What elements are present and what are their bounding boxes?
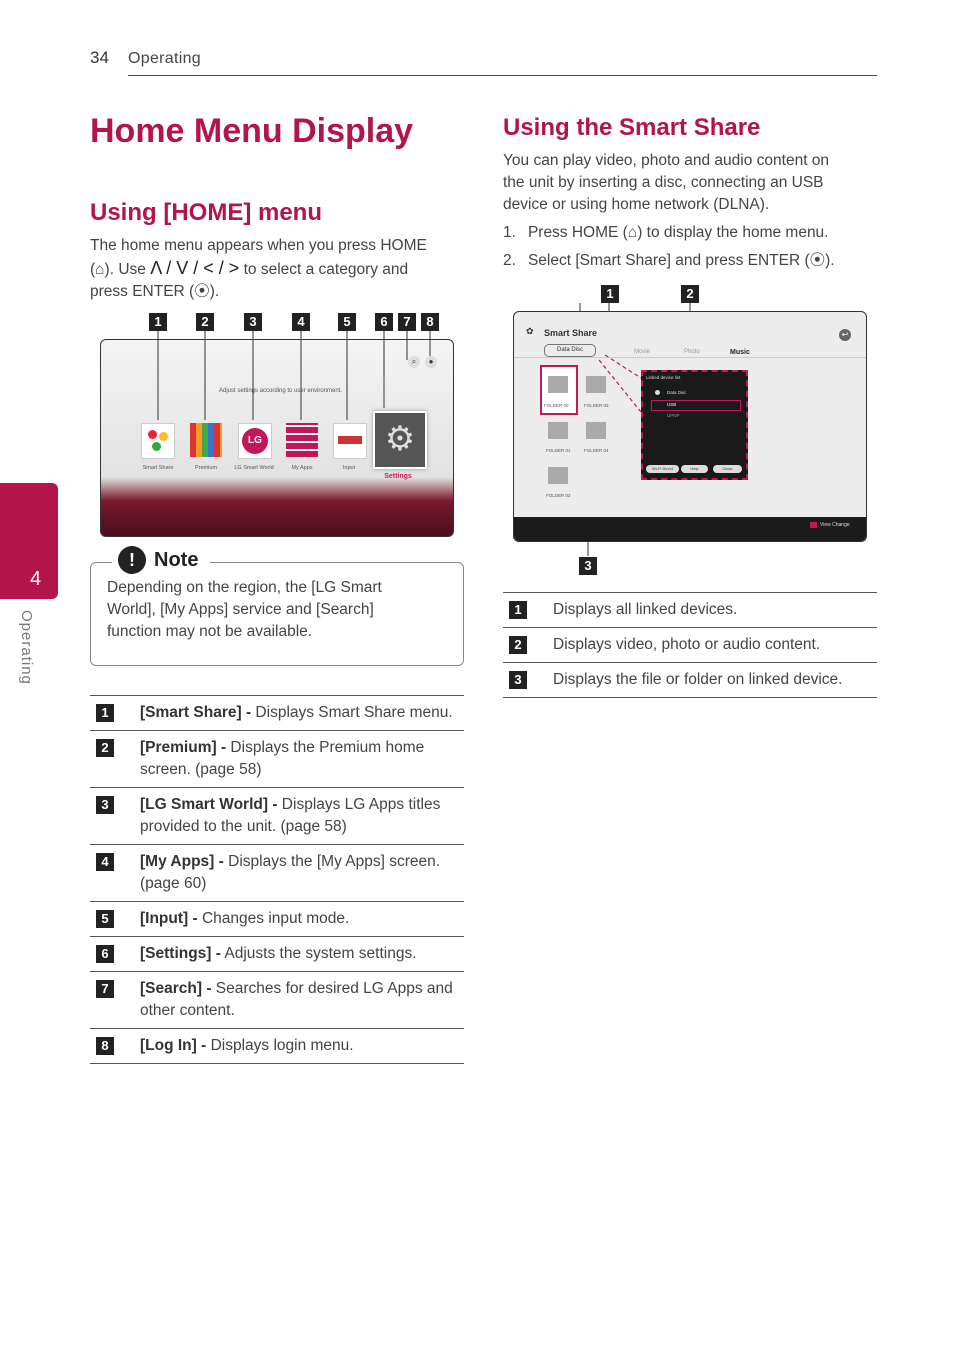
- folder-label: FOLDER 04: [584, 448, 609, 453]
- section-heading-home-menu: Using [HOME] menu: [90, 199, 322, 226]
- callout-1: 1: [149, 313, 167, 331]
- page-number: 34: [90, 48, 109, 67]
- callout-5: 5: [338, 313, 356, 331]
- note-text: Depending on the region, the [LG Smart World], [My Apps] service and [Search] function may not be available.: [107, 579, 382, 640]
- back-icon[interactable]: ↩: [839, 329, 851, 341]
- app-label: LG Smart World: [234, 465, 274, 471]
- exclamation-icon: !: [118, 546, 146, 574]
- note-header: ! Note: [112, 546, 210, 574]
- folder-label: FOLDER 03: [584, 403, 609, 408]
- table-row: 7 [Search] - Searches for desired LG Apps and other content.: [90, 972, 464, 1029]
- login-icon[interactable]: ●: [425, 356, 437, 368]
- tab-movie[interactable]: Movie: [634, 349, 651, 355]
- screen-hint: Adjust settings according to user environment.: [219, 388, 343, 394]
- callout-3: 3: [579, 557, 597, 575]
- table-row: 8 [Log In] - Displays login menu.: [90, 1029, 464, 1064]
- smart-share-legend: [503, 592, 877, 698]
- lg-smart-world-icon[interactable]: LG: [238, 423, 272, 459]
- device-item[interactable]: Data Disc: [667, 390, 687, 395]
- callout-8: 8: [421, 313, 439, 331]
- wifi-direct-button[interactable]: Wi-Fi Direct: [646, 465, 679, 473]
- folder-label: FOLDER 01: [546, 448, 571, 453]
- view-change-label[interactable]: View Change: [820, 522, 850, 528]
- folder-label: FOLDER 00: [544, 403, 569, 408]
- callout-7: 7: [398, 313, 416, 331]
- table-row: 3 [LG Smart World] - Displays LG Apps titles provided to the unit. (page 58): [90, 788, 464, 845]
- table-row: 1 [Smart Share] - Displays Smart Share menu.: [90, 696, 464, 731]
- app-label: Smart Share: [142, 465, 174, 471]
- enter-icon: ⦿: [809, 252, 826, 269]
- callout-2: 2: [196, 313, 214, 331]
- callout-1: 1: [601, 285, 619, 303]
- device-item[interactable]: USB: [667, 402, 677, 407]
- close-button[interactable]: Close: [713, 465, 742, 473]
- tab-data-disc[interactable]: Data Disc: [544, 344, 596, 357]
- section-title: Operating: [128, 50, 201, 67]
- app-label: Input: [342, 465, 356, 471]
- enter-icon: ⦿: [194, 283, 210, 300]
- gear-icon[interactable]: ⚙: [373, 411, 427, 469]
- app-label: Premium: [194, 465, 217, 471]
- app-title: Smart Share: [544, 328, 598, 338]
- tab-music[interactable]: Music: [730, 349, 750, 356]
- chapter-label: Operating: [18, 610, 35, 685]
- table-row: 2 Displays video, photo or audio content.: [503, 628, 877, 663]
- table-row: 2 [Premium] - Displays the Premium home screen. (page 58): [90, 731, 464, 788]
- callout-6: 6: [375, 313, 393, 331]
- smart-share-intro: You can play video, photo and audio content on the unit by inserting a disc, connecting an USB device or using home network (DLNA).: [503, 152, 830, 213]
- smart-share-logo-icon: ✿: [526, 326, 534, 336]
- tab-photo[interactable]: Photo: [684, 349, 700, 355]
- search-icon[interactable]: ⌕: [408, 356, 420, 368]
- settings-label: Settings: [384, 473, 412, 480]
- callout-4: 4: [292, 313, 310, 331]
- callout-2: 2: [681, 285, 699, 303]
- popup-title: Linked device list: [646, 375, 681, 380]
- table-row: 3 Displays the file or folder on linked device.: [503, 663, 877, 698]
- app-label: My Apps: [291, 465, 313, 471]
- step-1: 1. Press HOME (⌂) to display the home menu.: [503, 224, 829, 241]
- table-row: 5 [Input] - Changes input mode.: [90, 902, 464, 937]
- section-heading-smart-share: Using the Smart Share: [503, 114, 761, 141]
- callout-3: 3: [244, 313, 262, 331]
- table-row: 4 [My Apps] - Displays the [My Apps] screen. (page 60): [90, 845, 464, 902]
- home-icon: ⌂: [95, 261, 105, 278]
- folder-label: FOLDER 02: [546, 493, 571, 498]
- table-row: 6 [Settings] - Adjusts the system settings.: [90, 937, 464, 972]
- table-row: 1 Displays all linked devices.: [503, 593, 877, 628]
- step-2: 2. Select [Smart Share] and press ENTER (⦿).: [503, 252, 835, 269]
- device-item[interactable]: UPNP: [667, 413, 680, 418]
- arrow-keys: Λ / V / < / >: [150, 258, 240, 278]
- page-title: Home Menu Display: [90, 112, 414, 150]
- home-menu-intro: The home menu appears when you press HOME (⌂). Use Λ / V / < / > to select a category and press ENTER (⦿).: [90, 237, 427, 300]
- home-icon: ⌂: [627, 224, 638, 241]
- chapter-number: 4: [30, 568, 42, 590]
- help-button[interactable]: Help: [681, 465, 708, 473]
